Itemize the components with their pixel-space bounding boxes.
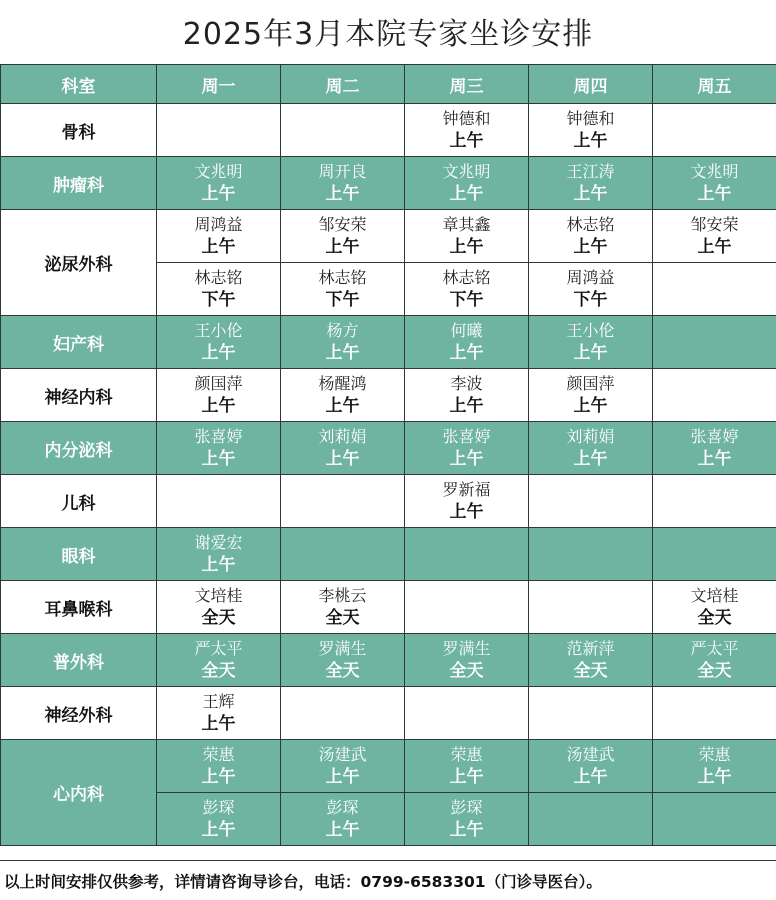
- doctor-name: 严太平: [690, 639, 739, 658]
- doctor-name: 文兆明: [442, 162, 491, 181]
- schedule-cell: [281, 581, 405, 634]
- doctor-name: 文培桂: [690, 586, 739, 605]
- doctor-name: 李桃云: [318, 586, 367, 605]
- doctor-name: 罗新福: [442, 480, 491, 499]
- department-cell: 心内科: [1, 740, 157, 846]
- schedule-cell: [405, 369, 529, 422]
- schedule-cell: [405, 316, 529, 369]
- session-time: 下午: [325, 290, 360, 310]
- doctor-name: 谢爱宏: [194, 533, 243, 552]
- session-time: 上午: [325, 767, 360, 787]
- doctor-name: 罗满生: [318, 639, 367, 658]
- doctor-name: 林志铭: [194, 268, 243, 287]
- schedule-cell: [529, 369, 653, 422]
- doctor-name: 章其鑫: [442, 215, 491, 234]
- doctor-name: 严太平: [194, 639, 243, 658]
- schedule-cell: [157, 528, 281, 581]
- schedule-cell: [157, 793, 281, 846]
- doctor-name: 荣惠: [450, 745, 483, 764]
- session-time: 下午: [573, 290, 608, 310]
- schedule-body: [1, 104, 776, 846]
- doctor-name: 张喜婷: [194, 427, 243, 446]
- schedule-cell: [405, 581, 529, 634]
- doctor-name: 何曦: [450, 321, 483, 340]
- session-time: 全天: [201, 661, 236, 681]
- schedule-cell: [157, 740, 281, 793]
- schedule-cell: [157, 104, 281, 157]
- schedule-cell: [281, 369, 405, 422]
- schedule-cell: [653, 475, 776, 528]
- session-time: 上午: [573, 131, 608, 151]
- schedule-row: [1, 687, 776, 740]
- header-cell-mon: 周一: [157, 65, 281, 104]
- department-cell: 儿科: [1, 475, 157, 528]
- session-time: 上午: [573, 343, 608, 363]
- schedule-row: [1, 210, 776, 263]
- session-time: 上午: [449, 131, 484, 151]
- schedule-cell: [405, 263, 529, 316]
- schedule-cell: [281, 316, 405, 369]
- doctor-name: 范新萍: [566, 639, 615, 658]
- doctor-name: 邹安荣: [318, 215, 367, 234]
- session-time: 上午: [697, 449, 732, 469]
- schedule-cell: [405, 157, 529, 210]
- schedule-row: [1, 475, 776, 528]
- session-time: 下午: [449, 290, 484, 310]
- doctor-name: 林志铭: [318, 268, 367, 287]
- department-cell: 普外科: [1, 634, 157, 687]
- session-time: 上午: [201, 449, 236, 469]
- session-time: 上午: [201, 555, 236, 575]
- doctor-name: 彭琛: [450, 798, 483, 817]
- department-cell: 眼科: [1, 528, 157, 581]
- session-time: 上午: [449, 396, 484, 416]
- session-time: 上午: [201, 237, 236, 257]
- doctor-name: 邹安荣: [690, 215, 739, 234]
- doctor-name: 罗满生: [442, 639, 491, 658]
- schedule-cell: [405, 422, 529, 475]
- schedule-cell: [529, 528, 653, 581]
- schedule-row: [1, 581, 776, 634]
- session-time: 全天: [573, 661, 608, 681]
- schedule-row: [1, 157, 776, 210]
- schedule-cell: [653, 157, 776, 210]
- doctor-name: 张喜婷: [442, 427, 491, 446]
- schedule-cell: [653, 104, 776, 157]
- schedule-cell: [281, 157, 405, 210]
- session-time: 全天: [201, 608, 236, 628]
- doctor-name: 周鸿益: [566, 268, 615, 287]
- session-time: 下午: [201, 290, 236, 310]
- doctor-name: 彭琛: [202, 798, 235, 817]
- doctor-name: 彭琛: [326, 798, 359, 817]
- session-time: 上午: [201, 184, 236, 204]
- doctor-name: 林志铭: [566, 215, 615, 234]
- schedule-cell: [157, 581, 281, 634]
- schedule-cell: [529, 263, 653, 316]
- doctor-name: 文兆明: [194, 162, 243, 181]
- department-cell: 泌尿外科: [1, 210, 157, 316]
- session-time: 全天: [697, 661, 732, 681]
- schedule-cell: [157, 210, 281, 263]
- session-time: 上午: [201, 343, 236, 363]
- department-cell: 内分泌科: [1, 422, 157, 475]
- session-time: 全天: [325, 661, 360, 681]
- doctor-name: 周开良: [318, 162, 367, 181]
- doctor-name: 文培桂: [194, 586, 243, 605]
- department-cell: 妇产科: [1, 316, 157, 369]
- department-cell: 神经内科: [1, 369, 157, 422]
- header-row: [1, 65, 776, 104]
- schedule-cell: [529, 475, 653, 528]
- schedule-cell: [653, 369, 776, 422]
- session-time: 上午: [449, 184, 484, 204]
- session-time: 上午: [201, 820, 236, 840]
- schedule-cell: [405, 104, 529, 157]
- doctor-name: 杨醒鸿: [318, 374, 367, 393]
- session-time: 上午: [573, 396, 608, 416]
- schedule-row: [1, 316, 776, 369]
- session-time: 上午: [697, 184, 732, 204]
- session-time: 上午: [201, 767, 236, 787]
- doctor-name: 王江涛: [566, 162, 615, 181]
- session-time: 上午: [325, 396, 360, 416]
- schedule-cell: [281, 422, 405, 475]
- schedule-cell: [281, 263, 405, 316]
- schedule-cell: [653, 581, 776, 634]
- session-time: 全天: [449, 661, 484, 681]
- session-time: 上午: [449, 502, 484, 522]
- schedule-cell: [529, 157, 653, 210]
- session-time: 上午: [573, 184, 608, 204]
- schedule-cell: [653, 316, 776, 369]
- schedule-cell: [529, 634, 653, 687]
- header-cell-wed: 周三: [405, 65, 529, 104]
- schedule-cell: [529, 740, 653, 793]
- page-title: 2025年3月本院专家坐诊安排: [182, 17, 594, 52]
- schedule-cell: [405, 210, 529, 263]
- session-time: 上午: [449, 237, 484, 257]
- schedule-cell: [281, 740, 405, 793]
- session-time: 上午: [325, 820, 360, 840]
- doctor-name: 刘莉娟: [318, 427, 367, 446]
- schedule-cell: [281, 634, 405, 687]
- schedule-cell: [157, 263, 281, 316]
- schedule-cell: [157, 316, 281, 369]
- session-time: 上午: [449, 343, 484, 363]
- schedule-table: [0, 64, 776, 846]
- doctor-name: 周鸿益: [194, 215, 243, 234]
- schedule-cell: [157, 422, 281, 475]
- department-cell: 肿瘤科: [1, 157, 157, 210]
- session-time: 上午: [201, 396, 236, 416]
- doctor-name: 张喜婷: [690, 427, 739, 446]
- schedule-cell: [653, 422, 776, 475]
- doctor-name: 钟德和: [566, 109, 615, 128]
- session-time: 上午: [325, 343, 360, 363]
- session-time: 全天: [697, 608, 732, 628]
- header-cell-fri: 周五: [653, 65, 776, 104]
- session-time: 上午: [325, 237, 360, 257]
- doctor-name: 刘莉娟: [566, 427, 615, 446]
- schedule-row: [1, 104, 776, 157]
- doctor-name: 荣惠: [202, 745, 235, 764]
- schedule-cell: [405, 793, 529, 846]
- schedule-cell: [157, 369, 281, 422]
- session-time: 上午: [325, 449, 360, 469]
- schedule-row: [1, 422, 776, 475]
- schedule-cell: [529, 210, 653, 263]
- schedule-row: [1, 634, 776, 687]
- schedule-cell: [529, 104, 653, 157]
- schedule-cell: [157, 475, 281, 528]
- department-cell: 骨科: [1, 104, 157, 157]
- schedule-cell: [653, 793, 776, 846]
- department-cell: 神经外科: [1, 687, 157, 740]
- doctor-name: 杨方: [326, 321, 359, 340]
- session-time: 上午: [449, 767, 484, 787]
- schedule-cell: [529, 581, 653, 634]
- schedule-cell: [405, 687, 529, 740]
- schedule-cell: [405, 528, 529, 581]
- doctor-name: 王小伦: [566, 321, 615, 340]
- doctor-name: 颜国萍: [566, 374, 615, 393]
- schedule-cell: [281, 687, 405, 740]
- session-time: 上午: [325, 184, 360, 204]
- session-time: 全天: [325, 608, 360, 628]
- doctor-name: 王辉: [202, 692, 235, 711]
- doctor-name: 荣惠: [698, 745, 731, 764]
- header-cell-thu: 周四: [529, 65, 653, 104]
- doctor-name: 李波: [450, 374, 483, 393]
- schedule-cell: [281, 793, 405, 846]
- schedule-cell: [281, 528, 405, 581]
- schedule-cell: [405, 634, 529, 687]
- doctor-name: 林志铭: [442, 268, 491, 287]
- schedule-cell: [653, 263, 776, 316]
- schedule-cell: [529, 422, 653, 475]
- schedule-row: [1, 528, 776, 581]
- header-cell-tue: 周二: [281, 65, 405, 104]
- schedule-cell: [405, 475, 529, 528]
- schedule-cell: [653, 528, 776, 581]
- doctor-name: 王小伦: [194, 321, 243, 340]
- session-time: 上午: [573, 449, 608, 469]
- schedule-row: [1, 369, 776, 422]
- schedule-cell: [529, 687, 653, 740]
- session-time: 上午: [573, 237, 608, 257]
- schedule-cell: [653, 634, 776, 687]
- department-cell: 耳鼻喉科: [1, 581, 157, 634]
- schedule-cell: [653, 210, 776, 263]
- schedule-cell: [157, 157, 281, 210]
- schedule-cell: [529, 793, 653, 846]
- header-cell-dept: 科室: [1, 65, 157, 104]
- schedule-cell: [157, 634, 281, 687]
- session-time: 上午: [201, 714, 236, 734]
- doctor-name: 颜国萍: [194, 374, 243, 393]
- schedule-cell: [157, 687, 281, 740]
- schedule-row: [1, 740, 776, 793]
- schedule-cell: [281, 104, 405, 157]
- session-time: 上午: [697, 237, 732, 257]
- schedule-cell: [281, 475, 405, 528]
- doctor-name: 汤建武: [318, 745, 367, 764]
- footer-note: 以上时间安排仅供参考，详情请咨询导诊台，电话：0799-6583301（门诊导医台）。: [0, 860, 776, 900]
- schedule-cell: [529, 316, 653, 369]
- schedule-cell: [653, 687, 776, 740]
- session-time: 上午: [449, 820, 484, 840]
- session-time: 上午: [697, 767, 732, 787]
- doctor-name: 文兆明: [690, 162, 739, 181]
- schedule-cell: [405, 740, 529, 793]
- schedule-cell: [653, 740, 776, 793]
- doctor-name: 汤建武: [566, 745, 615, 764]
- session-time: 上午: [573, 767, 608, 787]
- doctor-name: 钟德和: [442, 109, 491, 128]
- schedule-cell: [281, 210, 405, 263]
- session-time: 上午: [449, 449, 484, 469]
